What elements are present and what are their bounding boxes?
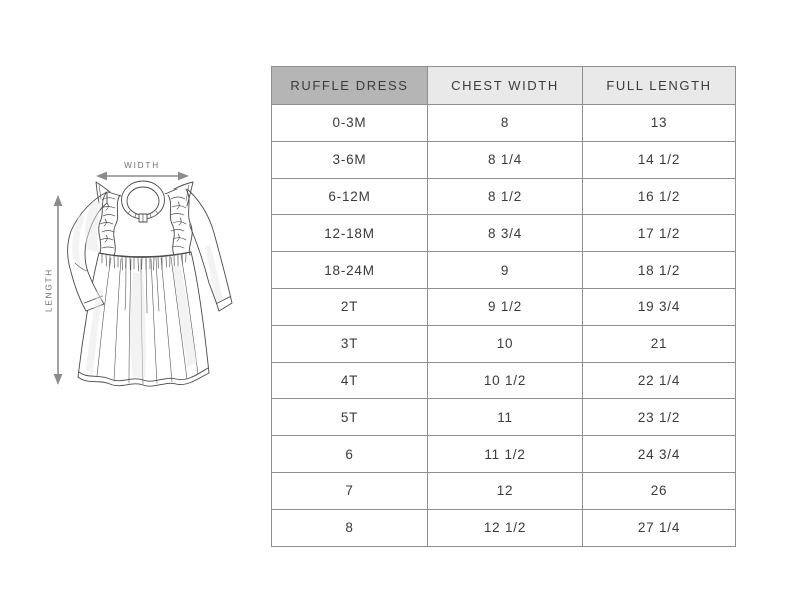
chest-width-cell: 8 <box>428 105 583 142</box>
header-full-length: FULL LENGTH <box>583 67 736 105</box>
size-cell: 8 <box>272 509 428 546</box>
full-length-cell: 26 <box>583 472 736 509</box>
table-row <box>272 178 736 215</box>
dress-sketch <box>35 155 265 410</box>
chest-width-cell: 10 <box>428 325 583 362</box>
chest-width-cell: 8 1/2 <box>428 178 583 215</box>
table-row <box>272 141 736 178</box>
chest-width-cell: 10 1/2 <box>428 362 583 399</box>
full-length-cell: 13 <box>583 105 736 142</box>
table-row <box>272 325 736 362</box>
chest-width-cell: 8 3/4 <box>428 215 583 252</box>
header-chest-width: CHEST WIDTH <box>428 67 583 105</box>
full-length-cell: 21 <box>583 325 736 362</box>
table-row <box>272 472 736 509</box>
size-cell: 3-6M <box>272 141 428 178</box>
table-row <box>272 105 736 142</box>
table-row <box>272 215 736 252</box>
width-label: WIDTH <box>124 161 160 170</box>
full-length-cell: 23 1/2 <box>583 399 736 436</box>
full-length-cell: 27 1/4 <box>583 509 736 546</box>
table-row <box>272 362 736 399</box>
size-cell: 0-3M <box>272 105 428 142</box>
chest-width-cell: 11 1/2 <box>428 436 583 473</box>
chest-width-cell: 8 1/4 <box>428 141 583 178</box>
full-length-cell: 19 3/4 <box>583 288 736 325</box>
full-length-cell: 16 1/2 <box>583 178 736 215</box>
chest-width-cell: 9 1/2 <box>428 288 583 325</box>
table-row <box>272 399 736 436</box>
header-ruffle-dress: RUFFLE DRESS <box>272 67 428 105</box>
full-length-cell: 18 1/2 <box>583 252 736 289</box>
full-length-cell: 24 3/4 <box>583 436 736 473</box>
full-length-cell: 14 1/2 <box>583 141 736 178</box>
size-cell: 18-24M <box>272 252 428 289</box>
size-cell: 5T <box>272 399 428 436</box>
size-cell: 6 <box>272 436 428 473</box>
size-cell: 12-18M <box>272 215 428 252</box>
full-length-cell: 17 1/2 <box>583 215 736 252</box>
chest-width-cell: 11 <box>428 399 583 436</box>
chest-width-cell: 12 <box>428 472 583 509</box>
size-cell: 7 <box>272 472 428 509</box>
size-chart-table <box>271 66 736 547</box>
full-length-cell: 22 1/4 <box>583 362 736 399</box>
width-arrow <box>96 161 189 180</box>
table-row <box>272 436 736 473</box>
length-arrow <box>45 195 63 385</box>
chest-width-cell: 9 <box>428 252 583 289</box>
size-cell: 6-12M <box>272 178 428 215</box>
chest-width-cell: 12 1/2 <box>428 509 583 546</box>
size-cell: 3T <box>272 325 428 362</box>
table-row <box>272 252 736 289</box>
table-row <box>272 509 736 546</box>
table-row <box>272 288 736 325</box>
size-cell: 2T <box>272 288 428 325</box>
header-row <box>272 67 736 105</box>
size-cell: 4T <box>272 362 428 399</box>
length-label: LENGTH <box>44 267 54 313</box>
